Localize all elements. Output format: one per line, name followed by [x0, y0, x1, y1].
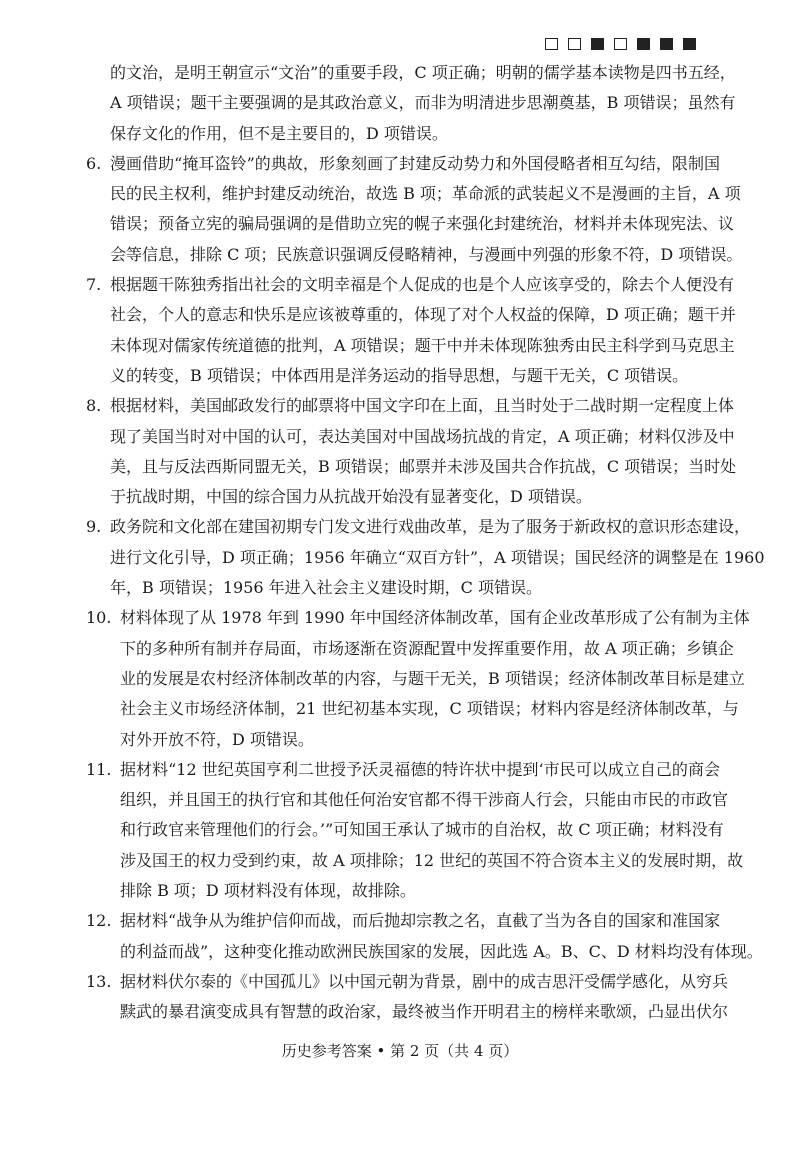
answer-item — [86, 58, 736, 149]
text-line: 年，B 项错误；1956 年进入社会主义建设时期，C 项错误。 — [110, 578, 542, 598]
page-marker-boxes — [545, 38, 696, 50]
text-line: 的文治，是明王朝宣示“文治”的重要手段，C 项正确；明朝的儒学基本读物是四书五经， — [110, 63, 736, 82]
item-number: 6. — [86, 153, 102, 173]
text-line: 排除 B 项；D 项材料没有体现，故排除。 — [120, 881, 416, 901]
item-number: 8. — [86, 396, 102, 416]
text-line: 黩武的暴君演变成具有智慧的政治家，最终被当作开明君主的榜样来歌颂，凸显出伏尔 — [120, 1002, 729, 1022]
marker-box-empty — [545, 38, 558, 50]
text-line: 涉及国王的权力受到约束，故 A 项排除；12 世纪的英国不符合资本主义的发展时期，故 — [120, 850, 744, 870]
answer-item — [86, 603, 750, 754]
text-line: 下的多种所有制并存局面，市场逐渐在资源配置中发挥重要作用，故 A 项正确；乡镇企 — [120, 638, 734, 658]
text-line: 于抗战时期，中国的综合国力从抗战开始没有显著变化，D 项错误。 — [110, 487, 592, 507]
answer-item — [86, 906, 763, 967]
text-line: 保存文化的作用，但不是主要目的，D 项错误。 — [110, 123, 448, 143]
text-line: 组织，并且国王的执行官和其他任何治安官都不得干涉商人行会，只能由市民的市政官 — [120, 790, 729, 810]
text-line: 据材料“12 世纪英国亨利二世授予沃灵福德的特许状中提到‘市民可以成立自己的商会 — [120, 759, 720, 779]
text-line: 据材料“战争从为维护信仰而战，而后抛却宗教之名，直截了当为各自的国家和准国家 — [120, 911, 721, 931]
text-line: 漫画借助“掩耳盗铃”的典故，形象刻画了封建反动势力和外国侵略者相互勾结，限制国 — [110, 153, 720, 173]
marker-box-filled — [660, 38, 673, 50]
item-number: 10. — [86, 608, 112, 628]
page-footer: 历史参考答案 • 第 2 页（共 4 页） — [281, 1042, 519, 1060]
answer-item — [86, 512, 765, 603]
text-line: 民的民主权利，维护封建反动统治，故选 B 项；革命派的武装起义不是漫画的主旨，A 项 — [110, 184, 741, 204]
marker-box-empty — [614, 38, 627, 50]
text-line: 进行文化引导，D 项正确；1956 年确立“双百方针”，A 项错误；国民经济的调整是在 1960 — [110, 547, 765, 567]
text-line: 材料体现了从 1978 年到 1990 年中国经济体制改革，国有企业改革形成了公有制为主体 — [120, 608, 750, 628]
item-number: 13. — [86, 971, 112, 991]
text-line: 政务院和文化部在建国初期专门发文进行戏曲改革，是为了服务于新政权的意识形态建设， — [110, 517, 751, 537]
text-line: 据材料伏尔泰的《中国孤儿》以中国元朝为背景，剧中的成吉思汗受儒学感化，从穷兵 — [120, 971, 729, 991]
text-line: 和行政官来管理他们的行会。’”可知国王承认了城市的自治权，故 C 项正确；材料没有 — [120, 820, 724, 840]
item-number: 7. — [86, 275, 102, 295]
text-line: 业的发展是农村经济体制改革的内容，与题干无关，B 项错误；经济体制改革目标是建立 — [120, 668, 745, 688]
text-line: 根据题干陈独秀指出社会的文明幸福是个人促成的也是个人应该享受的，除去个人便没有 — [110, 275, 735, 295]
text-line: 错误；预备立宪的骗局强调的是借助立宪的幌子来强化封建统治，材料并未体现宪法、议 — [110, 214, 735, 234]
item-number: 9. — [86, 517, 102, 537]
text-line: A 项错误；题干主要强调的是其政治意义，而非为明清进步思潮奠基，B 项错误；虽然有 — [110, 93, 736, 113]
answer-item — [86, 967, 729, 1028]
answer-content — [86, 58, 765, 1028]
marker-box-empty — [568, 38, 581, 50]
marker-box-filled — [637, 38, 650, 50]
answer-item — [86, 149, 743, 270]
item-number: 12. — [86, 911, 112, 931]
text-line: 根据材料，美国邮政发行的邮票将中国文字印在上面，且当时处于二战时期一定程度上体 — [110, 396, 735, 416]
text-line: 美，且与反法西斯同盟无关，B 项错误；邮票并未涉及国共合作抗战，C 项错误；当时处 — [110, 456, 737, 476]
answer-item — [86, 755, 744, 906]
text-line: 的利益而战”，这种变化推动欧洲民族国家的发展，因此选 A。B、C、D 材料均没有体现。 — [120, 941, 763, 961]
text-line: 现了美国当时对中国的认可，表达美国对中国战场抗战的肯定，A 项正确；材料仅涉及中 — [110, 426, 735, 446]
marker-box-filled — [683, 38, 696, 50]
text-line: 未体现对儒家传统道德的批判，A 项错误；题干中并未体现陈独秀由民主科学到马克思主 — [110, 335, 735, 355]
text-line: 会等信息，排除 C 项；民族意识强调反侵略精神，与漫画中列强的形象不符，D 项错误。 — [110, 244, 743, 264]
item-number: 11. — [86, 759, 112, 779]
answer-item — [86, 270, 736, 391]
text-line: 社会，个人的意志和快乐是应该被尊重的，体现了对个人权益的保障，D 项正确；题干并 — [110, 305, 736, 325]
text-line: 社会主义市场经济体制，21 世纪初基本实现，C 项错误；材料内容是经济体制改革，与 — [120, 699, 739, 719]
marker-box-filled — [591, 38, 604, 50]
text-line: 义的转变，B 项错误；中体西用是洋务运动的指导思想，与题干无关，C 项错误。 — [110, 365, 689, 385]
text-line: 对外开放不符，D 项错误。 — [120, 729, 314, 749]
answer-item — [86, 391, 737, 512]
